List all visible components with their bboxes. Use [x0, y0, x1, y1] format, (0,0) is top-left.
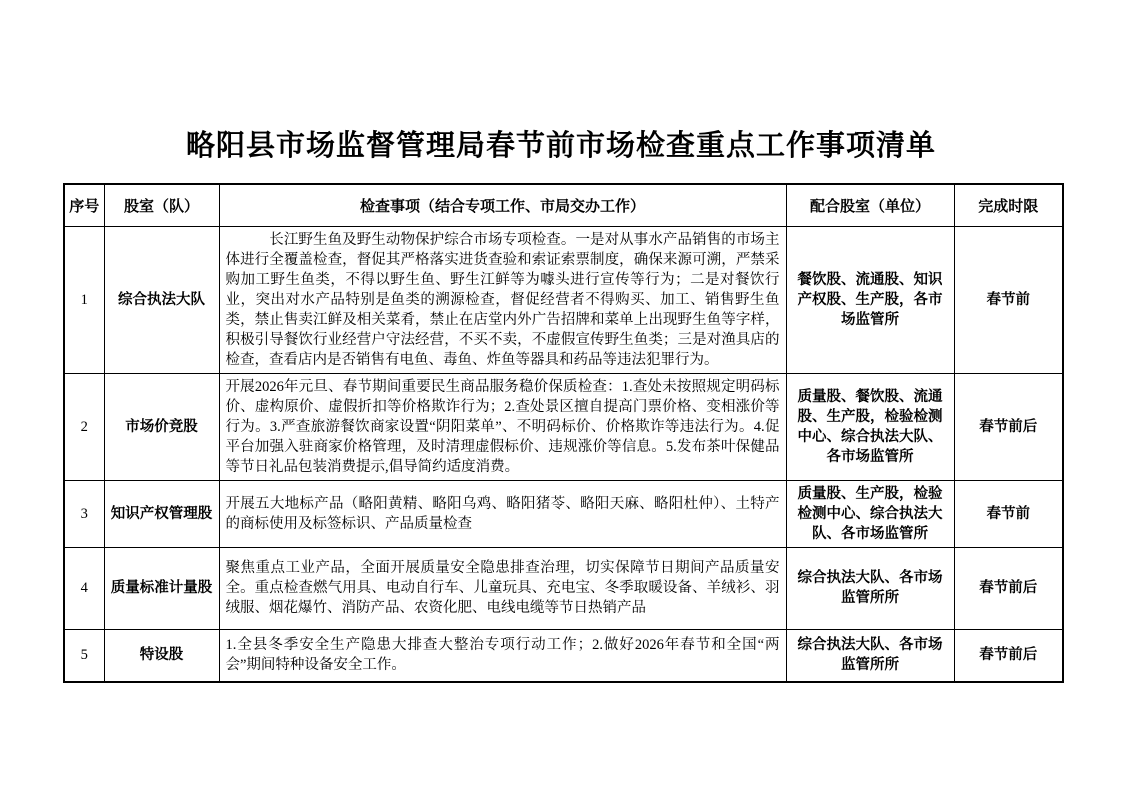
- cell-deadline: 春节前: [954, 226, 1063, 373]
- cell-deadline: 春节前后: [954, 629, 1063, 682]
- inspection-items-table: [63, 183, 1064, 683]
- cell-inspection-items: 开展五大地标产品（略阳黄精、略阳乌鸡、略阳猪苓、略阳天麻、略阳杜仲）、土特产的商标使用及标签标识、产品质量检查: [219, 480, 786, 547]
- cell-serial-no: 2: [64, 373, 104, 480]
- cell-serial-no: 1: [64, 226, 104, 373]
- cell-department: 特设股: [104, 629, 219, 682]
- cell-serial-no: 4: [64, 547, 104, 629]
- cell-cooperating-units: 质量股、生产股，检验检测中心、综合执法大队、各市场监管所: [786, 480, 954, 547]
- col-header-deadline: 完成时限: [954, 184, 1063, 226]
- cell-inspection-items: 开展2026年元旦、春节期间重要民生商品服务稳价保质检查：1.查处未按照规定明码标价、虚构原价、虚假折扣等价格欺诈行为；2.查处景区擅自提高门票价格、变相涨价等行为。3.严查旅游餐饮商家设置“阴阳菜单”、不明码标价、价格欺诈等违法行为。4.促平台加强入驻商家价格管理，及时清理虚假标价、违规涨价等信息。5.发布茶叶保健品等节日礼品包装消费提示,倡导简约适度消费。: [219, 373, 786, 480]
- table-row: [64, 629, 1063, 682]
- cell-cooperating-units: 综合执法大队、各市场监管所所: [786, 547, 954, 629]
- cell-inspection-items: 聚焦重点工业产品，全面开展质量安全隐患排查治理，切实保障节日期间产品质量安全。重点检查燃气用具、电动自行车、儿童玩具、充电宝、冬季取暖设备、羊绒衫、羽绒服、烟花爆竹、消防产品、农资化肥、电线电缆等节日热销产品: [219, 547, 786, 629]
- table-row: [64, 226, 1063, 373]
- table-row: [64, 547, 1063, 629]
- cell-cooperating-units: 综合执法大队、各市场监管所所: [786, 629, 954, 682]
- cell-deadline: 春节前后: [954, 547, 1063, 629]
- cell-department: 知识产权管理股: [104, 480, 219, 547]
- table-row: [64, 373, 1063, 480]
- cell-cooperating-units: 质量股、餐饮股、流通股、生产股，检验检测中心、综合执法大队、各市场监管所: [786, 373, 954, 480]
- col-header-inspection-items: 检查事项（结合专项工作、市局交办工作）: [219, 184, 786, 226]
- cell-department: 质量标准计量股: [104, 547, 219, 629]
- cell-deadline: 春节前后: [954, 373, 1063, 480]
- table-header-row: [64, 184, 1063, 226]
- table-row: [64, 480, 1063, 547]
- cell-serial-no: 3: [64, 480, 104, 547]
- col-header-department: 股室（队）: [104, 184, 219, 226]
- cell-inspection-items: 1.全县冬季安全生产隐患大排查大整治专项行动工作；2.做好2026年春节和全国“两会”期间特种设备安全工作。: [219, 629, 786, 682]
- cell-cooperating-units: 餐饮股、流通股、知识产权股、生产股，各市场监管所: [786, 226, 954, 373]
- cell-serial-no: 5: [64, 629, 104, 682]
- cell-department: 综合执法大队: [104, 226, 219, 373]
- col-header-cooperating-units: 配合股室（单位）: [786, 184, 954, 226]
- cell-deadline: 春节前: [954, 480, 1063, 547]
- col-header-serial-no: 序号: [64, 184, 104, 226]
- cell-department: 市场价竞股: [104, 373, 219, 480]
- cell-inspection-items: 长江野生鱼及野生动物保护综合市场专项检查。一是对从事水产品销售的市场主体进行全覆盖检查，督促其严格落实进货查验和索证索票制度，确保来源可溯，严禁采购加工野生鱼类，不得以野生鱼、野生江鲜等为噱头进行宣传等行为；二是对餐饮行业，突出对水产品特别是鱼类的溯源检查，督促经营者不得购买、加工、销售野生鱼类，禁止售卖江鲜及相关菜肴，禁止在店堂内外广告招牌和菜单上出现野生鱼等字样，积极引导餐饮行业经营户守法经营，不买不卖，不虚假宣传野生鱼类；三是对渔具店的检查，查看店内是否销售有电鱼、毒鱼、炸鱼等器具和药品等违法犯罪行为。: [219, 226, 786, 373]
- document-title: 略阳县市场监督管理局春节前市场检查重点工作事项清单: [185, 130, 936, 162]
